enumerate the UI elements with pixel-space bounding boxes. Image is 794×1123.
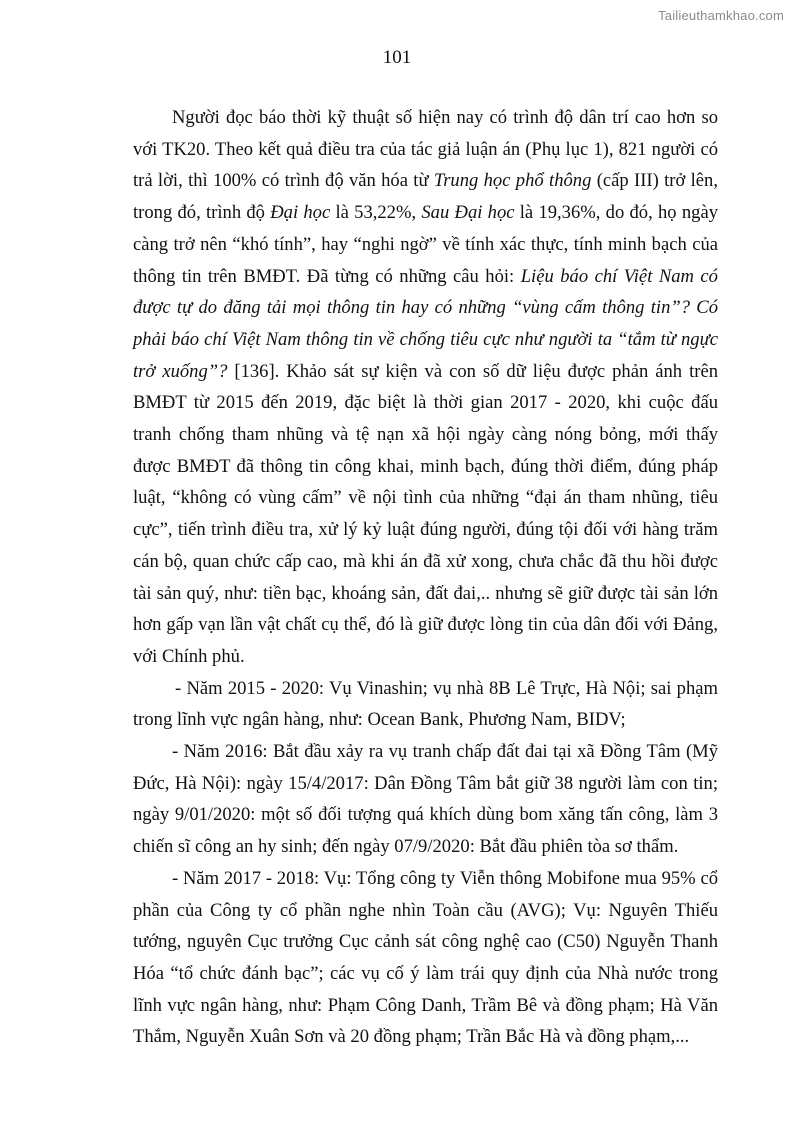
italic-text: Trung học phổ thông xyxy=(433,170,592,192)
paragraph-text: là 19,36%, do đó, họ ngày càng trở nên “khó tính”, hay “nghi ngờ” về tính xác thực, tính minh bạch của thông tin trên BMĐT. Đã từng có những câu hỏi: xyxy=(133,202,718,287)
paragraph-text: [136]. Khảo sát sự kiện và con số dữ liệu được phản ánh trên BMĐT từ 2015 đến 2019, đặc biệt là thời gian 2017 - 2020, khi cuộc đấu tranh chống tham nhũng và tệ nạn xã hội ngày càng nóng bỏng, mới thấy được BMĐT đã thông tin công khai, minh bạch, đúng thời điểm, đúng pháp luật, “không có vùng cấm” về nội tình của những “đại án tham nhũng, tiêu cực”, tiến trình điều tra, xử lý kỷ luật đúng người, đúng tội đối với hàng trăm cán bộ, quan chức cấp cao, mà khi án đã xử xong, chưa chắc đã thu hồi được tài sản quý, như: tiền bạc, khoáng sản, đất đai,.. nhưng sẽ giữ được tài sản lớn hơn gấp vạn lần vật chất cụ thể, đó là giữ được lòng tin của dân đối với Đảng, với Chính phủ. xyxy=(133,360,718,667)
page-number: 101 xyxy=(382,47,412,68)
list-item-2015-2020: - Năm 2015 - 2020: Vụ Vinashin; vụ nhà 8B Lê Trực, Hà Nội; sai phạm trong lĩnh vực ngân hàng, như: Ocean Bank, Phương Nam, BIDV; xyxy=(133,677,718,731)
list-item-2017-2018: - Năm 2017 - 2018: Vụ: Tổng công ty Viễn thông Mobifone mua 95% cổ phần của Công ty cổ phần nghe nhìn Toàn cầu (AVG); Vụ: Nguyên Thiếu tướng, nguyên Cục trưởng Cục cảnh sát công nghệ cao (C50) Nguyễn Thanh Hóa “tổ chức đánh bạc”; các vụ cố ý làm trái quy định của Nhà nước trong lĩnh vực ngân hàng, như: Phạm Công Danh, Trầm Bê và đồng phạm; Hà Văn Thắm, Nguyễn Xuân Sơn và 20 đồng phạm; Trần Bắc Hà và đồng phạm,... xyxy=(133,867,718,1048)
document-body xyxy=(133,102,718,1053)
italic-text: Sau Đại học xyxy=(421,202,515,224)
paragraph-text: (cấp III) trở lên, trong đó, trình độ xyxy=(133,170,718,224)
list-item-2016: - Năm 2016: Bắt đầu xảy ra vụ tranh chấp đất đai tại xã Đồng Tâm (Mỹ Đức, Hà Nội): ngày 15/4/2017: Dân Đồng Tâm bắt giữ 38 người làm con tin; ngày 9/01/2020: một số đối tượng quá khích dùng bom xăng tấn công, làm 3 chiến sĩ công an hy sinh; đến ngày 07/9/2020: Bắt đầu phiên tòa sơ thẩm. xyxy=(133,741,718,858)
paragraph-readers xyxy=(133,102,718,673)
paragraph-text: là 53,22%, xyxy=(330,202,422,224)
italic-text: Đại học xyxy=(270,202,331,224)
watermark: Tailieuthamkhao.com xyxy=(658,8,784,23)
paragraph-text: Người đọc báo thời kỹ thuật số hiện nay có trình độ dân trí cao hơn so với TK20. Theo kết quả điều tra của tác giả luận án (Phụ lục 1), 821 người có trả lời, thì 100% có trình độ văn hóa từ xyxy=(133,107,718,192)
italic-quote: Liệu báo chí Việt Nam có được tự do đăng tải mọi thông tin hay có những “vùng cấm thông tin”? Có phải báo chí Việt Nam thông tin về chống tiêu cực như người ta “tắm từ ngực trở xuống”? xyxy=(133,265,718,382)
